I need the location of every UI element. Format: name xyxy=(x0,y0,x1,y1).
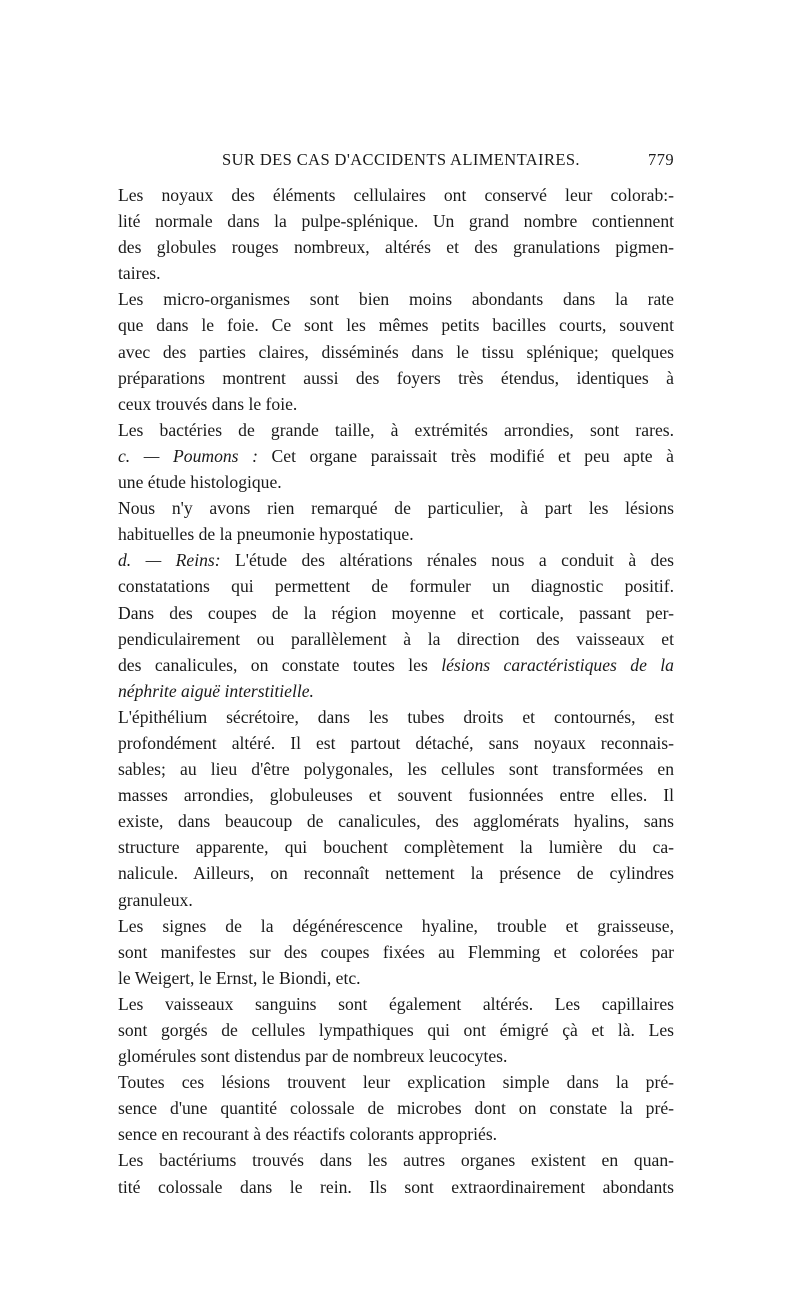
text-line: Les micro-organismes sont bien moins abondants dans la rate xyxy=(118,289,674,310)
text-line: taires. xyxy=(118,263,161,284)
text-line: sence en recourant à des réactifs colorants appropriés. xyxy=(118,1124,498,1145)
running-head-title: SUR DES CAS D'ACCIDENTS ALIMENTAIRES. xyxy=(222,150,580,169)
section-lead-reins: d. — Reins: xyxy=(118,550,221,571)
body-text xyxy=(118,182,674,1200)
text-line xyxy=(118,547,674,573)
text-line: Dans des coupes de la région moyenne et corticale, passant per- xyxy=(118,602,674,623)
text-line: Les noyaux des éléments cellulaires ont conservé leur colorab:- xyxy=(118,185,674,205)
text-line: nalicule. Ailleurs, on reconnaît nettement la présence de cylindres xyxy=(118,863,674,884)
text-line: ceux trouvés dans le foie. xyxy=(118,393,298,414)
text-line: sont gorgés de cellules lympathiques qui ont émigré çà et là. Les xyxy=(118,1020,674,1040)
paragraph-reins xyxy=(118,547,674,599)
book-page xyxy=(118,150,674,1200)
text-line xyxy=(118,652,674,678)
paragraph xyxy=(118,286,674,416)
paragraph xyxy=(118,600,674,704)
text-line: des globules rouges nombreux, altérés et des granulations pigmen- xyxy=(118,237,674,258)
text-fragment: Cet organe paraissait très modifié et peu apte à xyxy=(271,445,674,466)
text-line: préparations montrent aussi des foyers très étendus, identiques à xyxy=(118,367,674,388)
text-line: Nous n'y avons rien remarqué de particulier, à part les lésions xyxy=(118,498,674,519)
text-line: Les vaisseaux sanguins sont également altérés. Les capillaires xyxy=(118,993,674,1014)
section-lead-poumons: c. — Poumons : xyxy=(118,445,258,466)
text-line: Les bactériums trouvés dans les autres organes existent en quan- xyxy=(118,1150,674,1171)
text-line: profondément altéré. Il est partout détaché, sans noyaux reconnais- xyxy=(118,732,674,753)
paragraph xyxy=(118,704,674,913)
paragraph xyxy=(118,417,674,443)
italic-phrase: néphrite aiguë interstitielle. xyxy=(118,680,314,701)
page-number: 779 xyxy=(648,150,674,169)
text-line: sont manifestes sur des coupes fixées au Flemming et colorées par xyxy=(118,941,674,962)
paragraph xyxy=(118,182,674,286)
text-line: Toutes ces lésions trouvent leur explication simple dans la pré- xyxy=(118,1072,674,1093)
running-head xyxy=(118,150,674,176)
paragraph xyxy=(118,1147,674,1199)
text-line: avec des parties claires, disséminés dans le tissu splénique; quelques xyxy=(118,341,674,362)
text-line: Les signes de la dégénérescence hyaline, trouble et graisseuse, xyxy=(118,915,674,936)
text-line xyxy=(118,443,674,469)
text-line: constatations qui permettent de formuler un diagnostic positif. xyxy=(118,576,674,597)
paragraph xyxy=(118,991,674,1069)
text-line: granuleux. xyxy=(118,889,193,910)
text-line: Les bactéries de grande taille, à extrémités arrondies, sont rares. xyxy=(118,419,674,440)
text-line: existe, dans beaucoup de canalicules, des agglomérats hyalins, sans xyxy=(118,811,674,832)
text-line: sables; au lieu d'être polygonales, les cellules sont transformées en xyxy=(118,759,674,780)
paragraph xyxy=(118,913,674,991)
text-line: masses arrondies, globuleuses et souvent fusionnées entre elles. Il xyxy=(118,785,674,806)
text-line: lité normale dans la pulpe-splénique. Un grand nombre contiennent xyxy=(118,211,674,232)
text-line xyxy=(118,678,674,704)
paragraph-poumons xyxy=(118,443,674,495)
text-line: structure apparente, qui bouchent complètement la lumière du ca- xyxy=(118,837,674,858)
text-line: tité colossale dans le rein. Ils sont extraordinairement abondants xyxy=(118,1176,674,1197)
text-line: sence d'une quantité colossale de microbes dont on constate la pré- xyxy=(118,1098,674,1119)
paragraph xyxy=(118,495,674,547)
text-fragment: L'étude des altérations rénales nous a conduit à des xyxy=(235,550,674,571)
text-line: pendiculairement ou parallèlement à la direction des vaisseaux et xyxy=(118,628,674,649)
text-fragment: des canalicules, on constate toutes les xyxy=(118,654,428,675)
text-line: que dans le foie. Ce sont les mêmes petits bacilles courts, souvent xyxy=(118,315,674,336)
text-line: le Weigert, le Ernst, le Biondi, etc. xyxy=(118,967,361,988)
paragraph xyxy=(118,1069,674,1147)
text-line: L'épithélium sécrétoire, dans les tubes droits et contournés, est xyxy=(118,706,674,727)
text-line: habituelles de la pneumonie hypostatique. xyxy=(118,524,414,545)
text-line: une étude histologique. xyxy=(118,472,282,493)
italic-phrase: lésions caractéristiques de la xyxy=(441,654,674,675)
text-line: glomérules sont distendus par de nombreux leucocytes. xyxy=(118,1046,508,1067)
